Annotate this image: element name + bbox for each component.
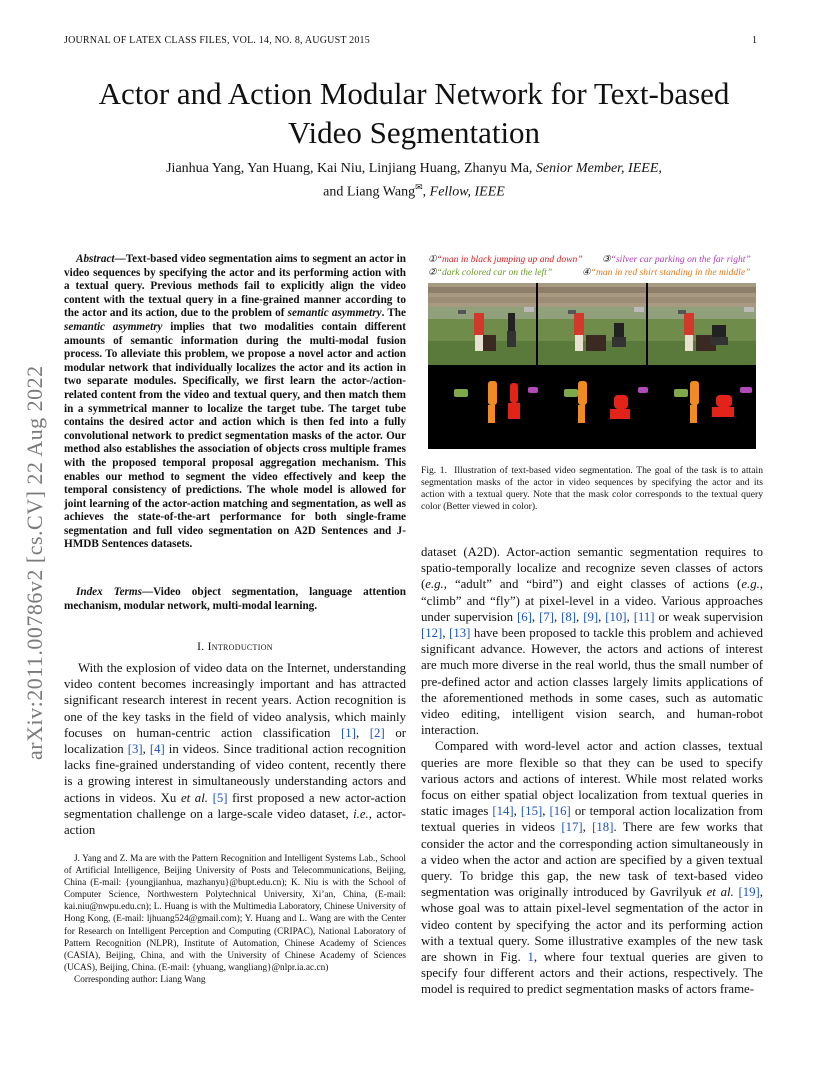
- index-terms-label: Index Terms: [76, 586, 142, 598]
- corresponding-author: Corresponding author: Liang Wang: [74, 974, 206, 985]
- figure-query-legend: [428, 253, 756, 281]
- citation-link[interactable]: [3]: [127, 742, 143, 757]
- abstract-label: Abstract: [76, 253, 115, 265]
- segmentation-masks: [428, 367, 756, 449]
- mask-car-green: [454, 389, 468, 397]
- figure-image: [428, 283, 756, 449]
- citation-link[interactable]: [14]: [492, 804, 514, 819]
- citation-link[interactable]: [8]: [561, 609, 577, 624]
- citation-link[interactable]: [15]: [520, 804, 543, 819]
- mask-actor-orange: [488, 381, 497, 405]
- citation-link[interactable]: [5]: [212, 790, 228, 805]
- figure-caption-label: Fig. 1.: [421, 465, 447, 476]
- author-list: [60, 159, 768, 202]
- intro-paragraph: With the explosion of video data on the Internet, understanding video content becomes increasingly important and has attracted significant research interest in recent years. Action recognition is one of the key tasks in the field of video analysis, which mainly focuses on human-centric action classification [1], [2] or localization [3], [4] in videos. Since traditional action recognition lacks fine-grained understanding of video content, recently there is a growing interest in simultaneously understanding actors and actions in videos. Xu et al. [5] first proposed a new actor-action segmentation challenge on a large-scale video dataset, i.e., actor-action: [64, 661, 407, 838]
- abstract: Abstract—Text-based video segmentation aims to segment an actor in video sequences by specifying the actor and its performing action with a textual query. Previous methods fail to explicitly align the video content with the textual query in a fine-grained manner according to the actor and its action, due to the problem of semantic asymmetry. The semantic asymmetry implies that two modalities contain different amounts of semantic information during the multi-modal fusion process. To alleviate this problem, we propose a novel actor and action modular network that individually localizes the actor and its action in two separate modules. Specifically, we first learn the actor-/action-related content from the video and textual query, and then match them in a symmetrical manner to localize the target tube. The target tube contains the desired actor and action which is then fed into a fully convolutional network to predict segmentation masks of the actor. Our method also establishes the association of objects cross multiple frames with the proposed temporal proposal aggregation mechanism. This enables our method to segment the video effectively and keep the temporal consistency of predictions. The whole model is allowed for joint learning of the actor-action matching and segmentation, as well as achieves the state-of-the-art performance for both single-frame segmentation and full video segmentation on A2D Sentences and J-HMDB Sentences datasets.: [64, 253, 406, 551]
- envelope-icon: ✉: [415, 182, 423, 192]
- query-label-3: ③“silver car parking on the far right”: [602, 254, 751, 265]
- query-label-2: ②“dark colored car on the left”: [428, 267, 553, 278]
- citation-link[interactable]: [18]: [592, 820, 614, 835]
- citation-link[interactable]: [13]: [449, 626, 471, 641]
- right-column-text: dataset (A2D). Actor-action semantic segmentation requires to spatio-temporally localize and recognize seven classes of actors (e.g., “adult” and “bird”) and eight classes of actions (e.g., “climb” and “fly”) at pixel-level in a video. Various approaches under supervision [6], [7], [8], [9], [10], [11] or weak supervision [12], [13] have been proposed to tackle this problem and achieved significant advance. However, the actors and actions of interest are much more diverse in the real world, thus the small number of pre-defined actor and action classes largely limits applications of the aforementioned methods in some cases, such as automatic video editing, intelligent vision search, and human-robot interaction. Compared with word-level actor and action classes, textual queries are more flexible so that they can be used to specify various actors and actions of interest. While most related works focus on either spatial object localization from textual queries in static images [14], [15], [16] or temporal action localization from textual queries in videos [17], [18]. There are few works that consider the actor and the corresponding action simultaneously in a video when the actor and action are specified by a given textual query. To bridge this gap, the new task of text-based video segmentation was originally introduced by Gavrilyuk et al. [19], whose goal was to attain pixel-level segmentation of the actor in video content by specifying the actor and its performing action with a textual query. Some illustrative examples of the new task are shown in Fig. 1, where four textual queries are given to specify four different actors and their actions, respectively. The model is required to predict segmentation masks of actors frame-: [421, 545, 764, 997]
- mask-actor-red: [510, 383, 518, 403]
- citation-link[interactable]: [9]: [583, 609, 599, 624]
- index-terms: Index Terms—Video object segmentation, language attention mechanism, modular network, multi-modal learning.: [64, 586, 406, 612]
- citation-link[interactable]: [10]: [605, 609, 627, 624]
- paper-title: [40, 74, 788, 152]
- citation-link[interactable]: [1]: [341, 725, 356, 740]
- citation-link[interactable]: [19]: [738, 885, 760, 900]
- query-label-1: ①“man in black jumping up and down”: [428, 254, 583, 265]
- running-header: JOURNAL OF LATEX CLASS FILES, VOL. 14, NO. 8, AUGUST 2015: [64, 35, 370, 46]
- citation-link[interactable]: [7]: [539, 609, 554, 624]
- author-line-1: Jianhua Yang, Yan Huang, Kai Niu, Linjiang Huang, Zhanyu Ma, Senior Member, IEEE,: [166, 161, 662, 176]
- mask-car-purple: [528, 387, 538, 393]
- video-frame-3: [648, 283, 756, 365]
- citation-link[interactable]: [11]: [633, 609, 655, 624]
- figure-link[interactable]: 1: [527, 950, 534, 965]
- video-frame-2: [538, 283, 646, 365]
- title-line-1: Actor and Action Modular Network for Text-based: [98, 76, 730, 111]
- author-line-2: and Liang Wang✉, Fellow, IEEE: [323, 182, 505, 200]
- section-heading: I. Introduction: [197, 641, 273, 653]
- arxiv-identifier[interactable]: arXiv:2011.00786v2 [cs.CV] 22 Aug 2022: [22, 365, 47, 760]
- citation-link[interactable]: [6]: [517, 609, 532, 624]
- page-number: 1: [752, 35, 757, 46]
- citation-link[interactable]: [16]: [549, 804, 571, 819]
- query-label-4: ④“man in red shirt standing in the middle”: [582, 267, 751, 278]
- citation-link[interactable]: [2]: [369, 725, 385, 740]
- video-frames-and-masks: [428, 283, 756, 449]
- citation-link[interactable]: [12]: [421, 626, 443, 641]
- citation-link[interactable]: [17]: [561, 820, 583, 835]
- title-line-2: Video Segmentation: [287, 115, 541, 150]
- figure-1: [428, 253, 756, 449]
- citation-link[interactable]: [4]: [149, 742, 165, 757]
- author-affiliation-footnote: J. Yang and Z. Ma are with the Pattern Recognition and Intelligent Systems Lab., School of Artificial Intelligence, Beijing University of Posts and Telecommunications, Beijing, China (E-mail: {youngjianhua, mazhanyu}@bupt.edu.cn); K. Niu is with the School of Computer Science, Northwestern Polytechnical University, Xi’an, China, (E-mail: kai.niu@nwpu.edu.cn); L. Huang is with the Multimedia Laboratory, Chinese University of Hong Kong, (E-mail: ljhuang524@gmail.com); Y. Huang and L. Wang are with the Center for Research on Intelligent Perception and Computing (CRIPAC), National Laboratory of Pattern Recognition (NLPR), Institute of Automation, Chinese Academy of Sciences (CASIA), Beijing, China, and with the University of Chinese Academy of Sciences (UCAS), Beijing, China. (E-mail: {yhuang, wangliang}@nlpr.ia.ac.cn) Corresponding author: Liang Wang: [64, 854, 406, 985]
- figure-caption: Fig. 1. Illustration of text-based video segmentation. The goal of the task is to attain segmentation masks of the actor in video sequences by specifying the actor and its action with a textual query. Note that the mask color corresponds to the textual query color (Better viewed in color).: [421, 465, 763, 512]
- video-frame-1: [428, 283, 536, 365]
